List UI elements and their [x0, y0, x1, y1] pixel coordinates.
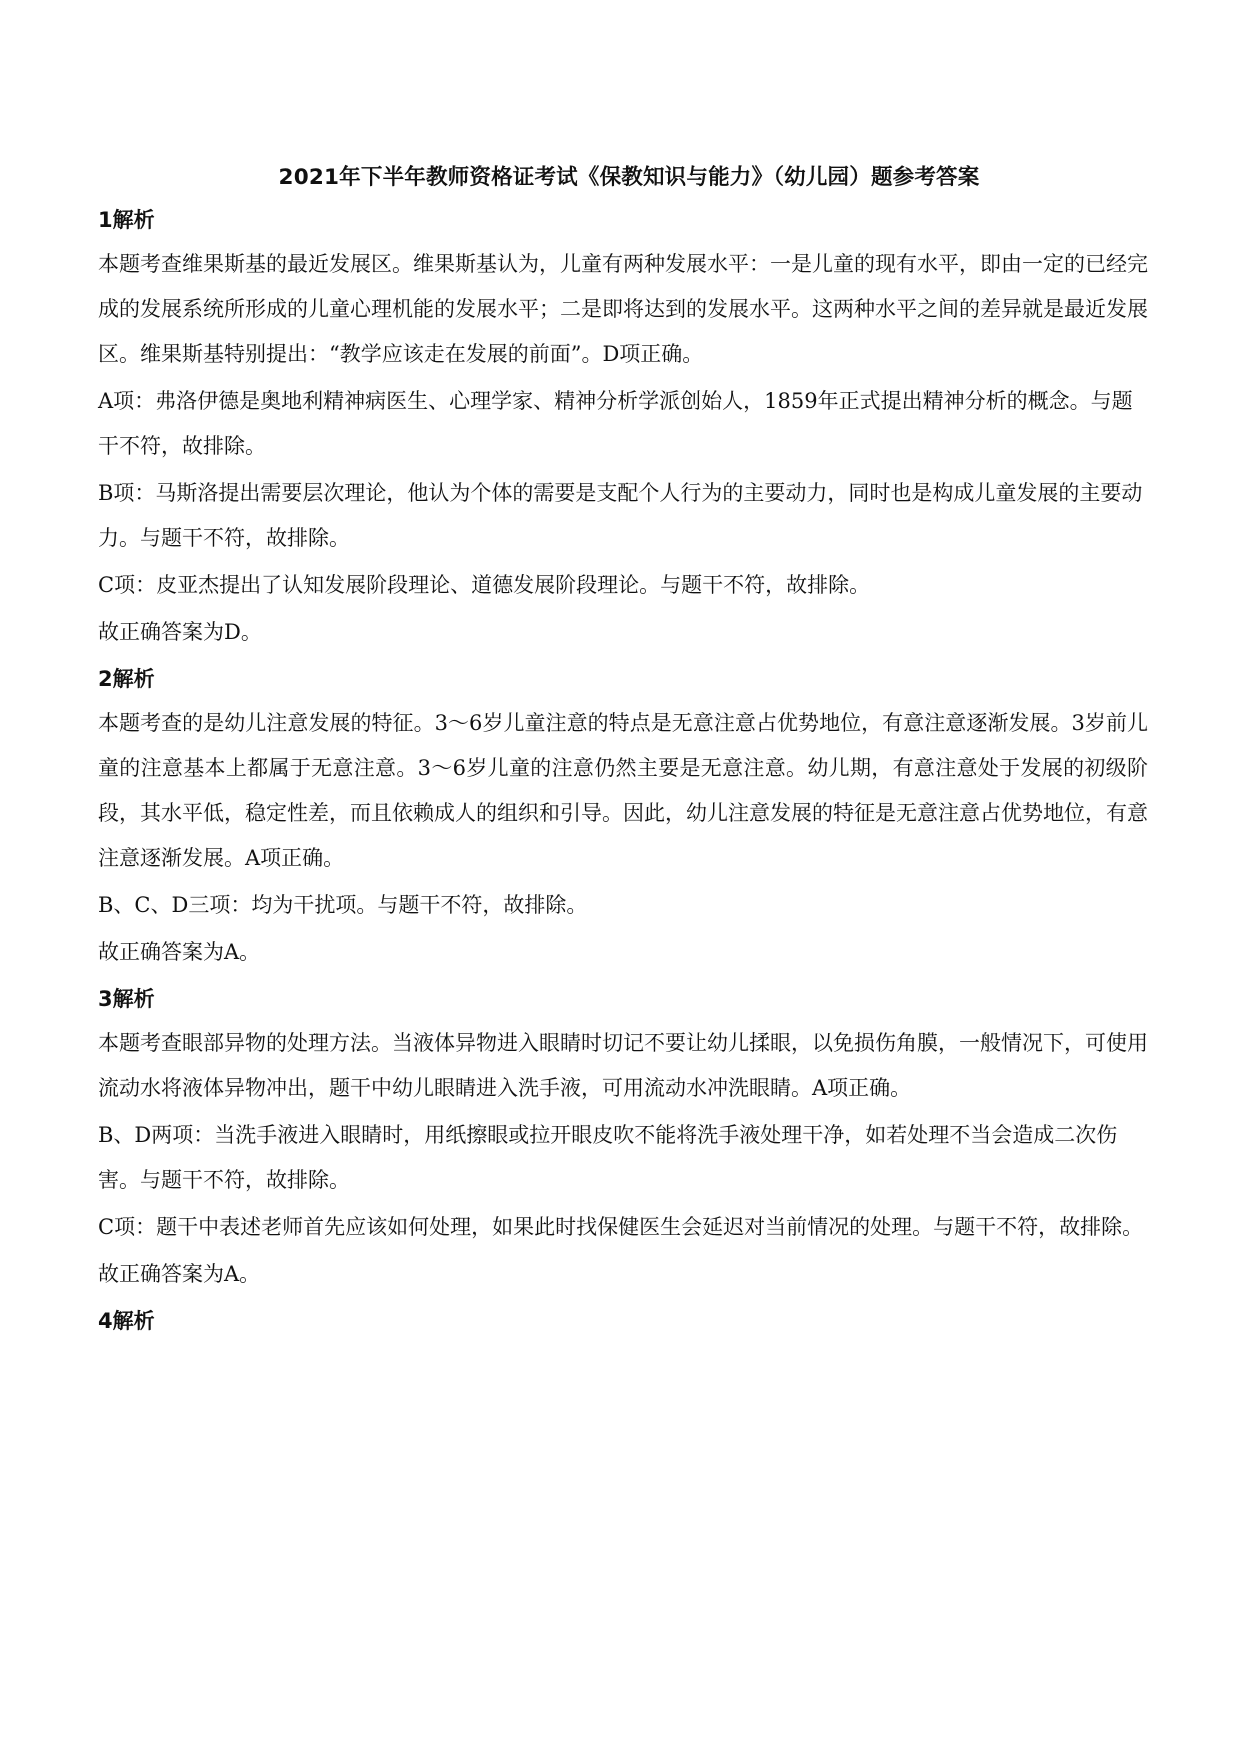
option-note: C项：皮亚杰提出了认知发展阶段理论、道德发展阶段理论。与题干不符，故排除。 [98, 573, 871, 597]
answer-line: 故正确答案为D。 [98, 620, 262, 644]
section-heading: 4解析 [98, 1309, 155, 1333]
section-heading: 1解析 [98, 208, 155, 232]
section-2 [98, 661, 1148, 975]
section-heading: 2解析 [98, 667, 155, 691]
option-note: C项：题干中表述老师首先应该如何处理，如果此时找保健医生会延迟对当前情况的处理。与题干不符，故排除。 [98, 1215, 1144, 1239]
section-heading: 3解析 [98, 987, 155, 1011]
answer-line: 故正确答案为A。 [98, 1262, 261, 1286]
section-4 [98, 1303, 1148, 1339]
answer-line: 故正确答案为A。 [98, 940, 261, 964]
paragraph: 本题考查维果斯基的最近发展区。维果斯基认为，儿童有两种发展水平：一是儿童的现有水平，即由一定的已经完成的发展系统所形成的儿童心理机能的发展水平；二是即将达到的发展水平。这两种水平之间的差异就是最近发展区。维果斯基特别提出：“教学应该走在发展的前面”。D项正确。 [98, 252, 1148, 366]
option-note: B、D两项：当洗手液进入眼睛时，用纸擦眼或拉开眼皮吹不能将洗手液处理干净，如若处理不当会造成二次伤害。与题干不符，故排除。 [98, 1123, 1118, 1192]
option-note: B项：马斯洛提出需要层次理论，他认为个体的需要是支配个人行为的主要动力，同时也是构成儿童发展的主要动力。与题干不符，故排除。 [98, 481, 1143, 550]
paragraph: 本题考查眼部异物的处理方法。当液体异物进入眼睛时切记不要让幼儿揉眼，以免损伤角膜，一般情况下，可使用流动水将液体异物冲出，题干中幼儿眼睛进入洗手液，可用流动水冲洗眼睛。A项正确。 [98, 1031, 1148, 1100]
document-title: 2021年下半年教师资格证考试《保教知识与能力》（幼儿园）题参考答案 [278, 165, 980, 190]
section-1 [98, 202, 1148, 655]
paragraph: 本题考查的是幼儿注意发展的特征。3～6岁儿童注意的特点是无意注意占优势地位，有意注意逐渐发展。3岁前儿童的注意基本上都属于无意注意。3～6岁儿童的注意仍然主要是无意注意。幼儿期，有意注意处于发展的初级阶段，其水平低，稳定性差，而且依赖成人的组织和引导。因此，幼儿注意发展的特征是无意注意占优势地位，有意注意逐渐发展。A项正确。 [98, 711, 1148, 870]
document-page [98, 160, 1148, 1343]
option-note: A项：弗洛伊德是奥地利精神病医生、心理学家、精神分析学派创始人，1859年正式提出精神分析的概念。与题干不符，故排除。 [98, 389, 1133, 458]
section-3 [98, 981, 1148, 1297]
option-note: B、C、D三项：均为干扰项。与题干不符，故排除。 [98, 893, 588, 917]
